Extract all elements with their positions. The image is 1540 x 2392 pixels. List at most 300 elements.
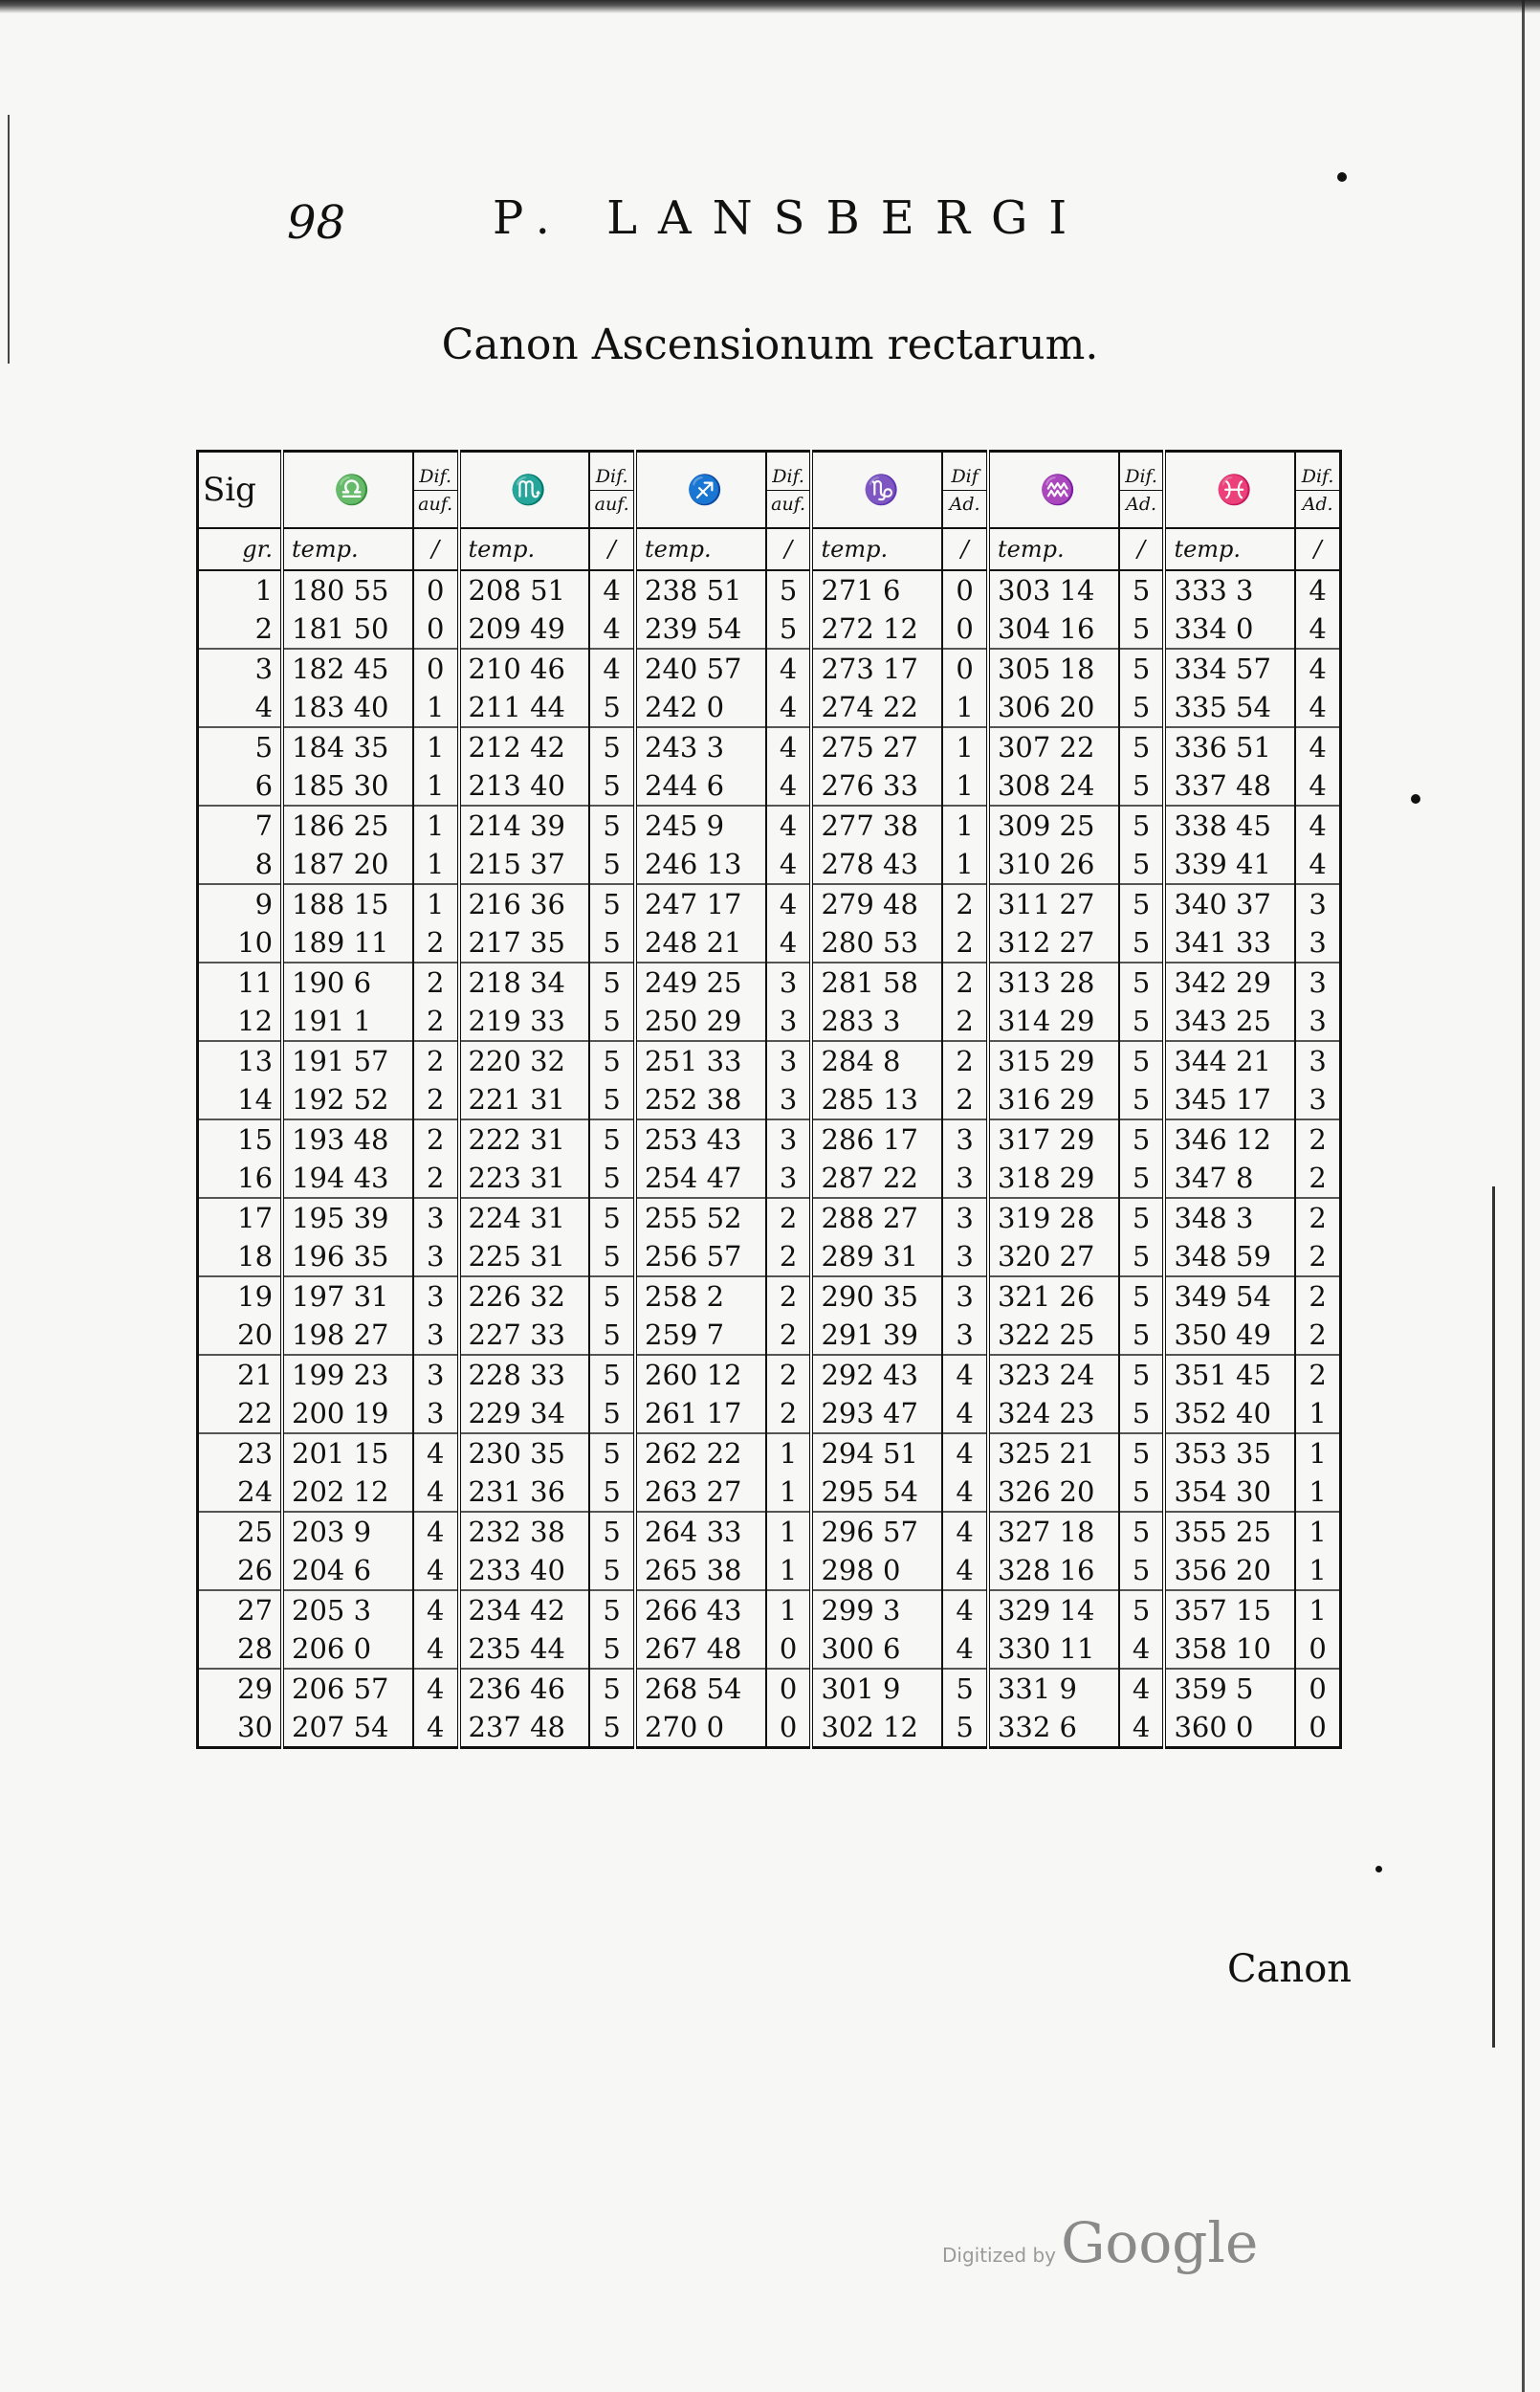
temp-cell: 186 25 bbox=[282, 806, 413, 845]
temp-cell: 332 6 bbox=[997, 1711, 1077, 1743]
dif-cell: 3 bbox=[413, 1198, 459, 1237]
table-row bbox=[198, 806, 1341, 845]
dif-cell: 3 bbox=[413, 1276, 459, 1316]
dif-cell: 5 bbox=[1119, 1355, 1165, 1394]
running-head: P. LANSBERGI bbox=[493, 191, 1089, 245]
temp-cell: 195 39 bbox=[282, 1198, 413, 1237]
temp-cell: 216 36 bbox=[459, 884, 590, 923]
table-row bbox=[198, 1316, 1341, 1355]
dif-cell: 1 bbox=[413, 766, 459, 806]
table-row bbox=[198, 1551, 1341, 1590]
degree-cell: 27 bbox=[198, 1590, 283, 1629]
temp-cell: 248 21 bbox=[645, 926, 742, 959]
temp-cell: 247 17 bbox=[635, 884, 766, 923]
sign-libra: ♎ bbox=[282, 452, 413, 529]
dif-cell: 5 bbox=[589, 884, 635, 923]
dif-cell: 2 bbox=[1295, 1355, 1340, 1394]
dif-cell: 2 bbox=[413, 1002, 459, 1041]
dif-cell: 4 bbox=[1295, 649, 1340, 688]
dif-cell: 0 bbox=[766, 1708, 812, 1748]
temp-cell: 351 45 bbox=[1164, 1355, 1295, 1394]
dif-cell: 5 bbox=[589, 1355, 635, 1394]
dif-cell: 3 bbox=[1295, 923, 1340, 963]
dif-cell: 5 bbox=[1119, 649, 1165, 688]
temp-cell: 328 16 bbox=[997, 1554, 1095, 1586]
temp-cell: 331 9 bbox=[988, 1669, 1119, 1708]
dif-cell: 4 bbox=[1119, 1708, 1165, 1748]
table-row bbox=[198, 1473, 1341, 1512]
dif-cell: 2 bbox=[1295, 1276, 1340, 1316]
degree-cell: 18 bbox=[198, 1237, 283, 1276]
sign-aquarius: ♒ bbox=[988, 452, 1119, 529]
dif-cell: 5 bbox=[1119, 845, 1165, 884]
degree-cell: 12 bbox=[198, 1002, 283, 1041]
temp-cell: 249 25 bbox=[635, 963, 766, 1002]
degree-cell: 29 bbox=[198, 1669, 283, 1708]
temp-cell: 305 18 bbox=[988, 649, 1119, 688]
temp-cell: 326 20 bbox=[997, 1475, 1095, 1508]
temp-cell: 232 38 bbox=[459, 1512, 590, 1551]
min-header: / bbox=[1295, 528, 1340, 570]
dif-cell: 3 bbox=[1295, 1041, 1340, 1080]
dif-cell: 5 bbox=[1119, 1119, 1165, 1159]
temp-cell: 357 15 bbox=[1164, 1590, 1295, 1629]
dif-cell: 4 bbox=[1295, 727, 1340, 766]
dif-cell: 3 bbox=[766, 1041, 812, 1080]
table-row bbox=[198, 1041, 1341, 1080]
temp-cell: 230 35 bbox=[459, 1433, 590, 1473]
dif-label: Dif bbox=[943, 463, 986, 491]
temp-cell: 233 40 bbox=[468, 1554, 565, 1586]
dif-cell: 1 bbox=[413, 727, 459, 766]
temp-cell: 285 13 bbox=[821, 1083, 918, 1116]
temp-cell: 321 26 bbox=[988, 1276, 1119, 1316]
table-row bbox=[198, 1629, 1341, 1669]
dif-cell: 2 bbox=[1295, 1119, 1340, 1159]
dif-cell: 4 bbox=[413, 1433, 459, 1473]
temp-cell: 202 12 bbox=[292, 1475, 389, 1508]
degree-cell: 5 bbox=[198, 727, 283, 766]
temp-cell: 294 51 bbox=[811, 1433, 942, 1473]
dif-cell: 5 bbox=[589, 1708, 635, 1748]
degree-cell: 17 bbox=[198, 1198, 283, 1237]
min-header: / bbox=[1119, 528, 1165, 570]
temp-cell: 333 3 bbox=[1174, 574, 1254, 607]
temp-cell: 348 59 bbox=[1174, 1240, 1271, 1273]
dif-cell: 5 bbox=[589, 1551, 635, 1590]
table-row bbox=[198, 1394, 1341, 1433]
temp-cell: 267 48 bbox=[645, 1632, 742, 1665]
temp-cell: 314 29 bbox=[997, 1005, 1095, 1037]
sign-scorpio: ♏ bbox=[459, 452, 590, 529]
degree-cell: 24 bbox=[198, 1473, 283, 1512]
temp-cell: 252 38 bbox=[645, 1083, 742, 1116]
dif-cell: 4 bbox=[589, 609, 635, 649]
temp-cell: 206 0 bbox=[292, 1632, 372, 1665]
dif-cell: 3 bbox=[1295, 1002, 1340, 1041]
dif-cell: 3 bbox=[766, 1159, 812, 1198]
dif-header-1 bbox=[413, 452, 459, 529]
table-row bbox=[198, 1237, 1341, 1276]
dif-cell: 0 bbox=[1295, 1708, 1340, 1748]
temp-cell: 188 15 bbox=[282, 884, 413, 923]
temp-cell: 344 21 bbox=[1164, 1041, 1295, 1080]
temp-header: temp. bbox=[1164, 528, 1295, 570]
degree-cell: 14 bbox=[198, 1080, 283, 1119]
dif-cell: 3 bbox=[942, 1316, 988, 1355]
temp-cell: 199 23 bbox=[282, 1355, 413, 1394]
dif-cell: 5 bbox=[1119, 1159, 1165, 1198]
dif-cell: 5 bbox=[589, 1512, 635, 1551]
temp-cell: 275 27 bbox=[811, 727, 942, 766]
dif-cell: 5 bbox=[589, 1629, 635, 1669]
temp-cell: 360 0 bbox=[1174, 1711, 1254, 1743]
table-row bbox=[198, 923, 1341, 963]
dif-label: Dif. bbox=[767, 463, 810, 491]
dif-cell: 4 bbox=[1295, 806, 1340, 845]
temp-cell: 323 24 bbox=[988, 1355, 1119, 1394]
header-row-signs bbox=[198, 452, 1341, 529]
temp-cell: 309 25 bbox=[988, 806, 1119, 845]
temp-cell: 272 12 bbox=[821, 612, 918, 645]
dif-cell: 5 bbox=[589, 1669, 635, 1708]
gutter-line bbox=[1492, 1186, 1495, 2048]
temp-cell: 353 35 bbox=[1164, 1433, 1295, 1473]
temp-cell: 266 43 bbox=[635, 1590, 766, 1629]
dif-cell: 0 bbox=[942, 570, 988, 609]
dif-cell: 5 bbox=[589, 688, 635, 727]
dif-cell: 1 bbox=[942, 727, 988, 766]
temp-cell: 262 22 bbox=[635, 1433, 766, 1473]
temp-cell: 270 0 bbox=[645, 1711, 725, 1743]
temp-cell: 340 37 bbox=[1164, 884, 1295, 923]
temp-cell: 206 57 bbox=[282, 1669, 413, 1708]
temp-cell: 183 40 bbox=[292, 691, 389, 723]
temp-cell: 218 34 bbox=[459, 963, 590, 1002]
dif-cell: 3 bbox=[413, 1355, 459, 1394]
temp-cell: 286 17 bbox=[811, 1119, 942, 1159]
dif-header-3 bbox=[766, 452, 812, 529]
ascension-table bbox=[196, 450, 1342, 1749]
ink-speck bbox=[1337, 172, 1347, 182]
dif-cell: 3 bbox=[413, 1316, 459, 1355]
temp-cell: 243 3 bbox=[635, 727, 766, 766]
degree-cell: 9 bbox=[198, 884, 283, 923]
dif-cell: 4 bbox=[413, 1512, 459, 1551]
table-body bbox=[198, 570, 1341, 1748]
temp-cell: 246 13 bbox=[645, 848, 742, 880]
dif-cell: 5 bbox=[589, 1433, 635, 1473]
temp-cell: 265 38 bbox=[645, 1554, 742, 1586]
dif-cell: 5 bbox=[589, 1590, 635, 1629]
degree-cell: 7 bbox=[198, 806, 283, 845]
dif-cell: 0 bbox=[942, 609, 988, 649]
temp-cell: 193 48 bbox=[282, 1119, 413, 1159]
temp-cell: 201 15 bbox=[282, 1433, 413, 1473]
temp-cell: 345 17 bbox=[1174, 1083, 1271, 1116]
min-header: / bbox=[413, 528, 459, 570]
dif-cell: 2 bbox=[413, 1159, 459, 1198]
temp-cell: 192 52 bbox=[292, 1083, 389, 1116]
dif-cell: 1 bbox=[766, 1512, 812, 1551]
temp-header: temp. bbox=[282, 528, 413, 570]
temp-cell: 316 29 bbox=[997, 1083, 1095, 1116]
temp-cell: 263 27 bbox=[645, 1475, 742, 1508]
temp-cell: 200 19 bbox=[292, 1397, 389, 1429]
degree-cell: 6 bbox=[198, 766, 283, 806]
temp-cell: 338 45 bbox=[1164, 806, 1295, 845]
dif-cell: 3 bbox=[413, 1394, 459, 1433]
temp-cell: 296 57 bbox=[811, 1512, 942, 1551]
temp-cell: 303 14 bbox=[997, 574, 1095, 607]
dif-cell: 3 bbox=[1295, 963, 1340, 1002]
dif-cell: 4 bbox=[942, 1394, 988, 1433]
dif-cell: 4 bbox=[942, 1551, 988, 1590]
degree-cell: 10 bbox=[198, 923, 283, 963]
degree-cell: 13 bbox=[198, 1041, 283, 1080]
temp-cell: 228 33 bbox=[459, 1355, 590, 1394]
dif-cell: 1 bbox=[766, 1551, 812, 1590]
catchword: Canon bbox=[1227, 1947, 1353, 1991]
degree-cell: 11 bbox=[198, 963, 283, 1002]
dif-cell: 0 bbox=[413, 649, 459, 688]
dif-cell: 4 bbox=[1295, 845, 1340, 884]
dif-cell: 3 bbox=[1295, 1080, 1340, 1119]
degree-cell: 30 bbox=[198, 1708, 283, 1748]
table-row bbox=[198, 1433, 1341, 1473]
temp-cell: 299 3 bbox=[811, 1590, 942, 1629]
dif-cell: 4 bbox=[942, 1590, 988, 1629]
dif-label: Dif. bbox=[1296, 463, 1339, 491]
dif-cell: 1 bbox=[1295, 1512, 1340, 1551]
table-row bbox=[198, 688, 1341, 727]
dif-cell: 4 bbox=[766, 688, 812, 727]
dif-cell: 5 bbox=[1119, 923, 1165, 963]
temp-cell: 318 29 bbox=[997, 1162, 1095, 1194]
dif-cell: 3 bbox=[1295, 884, 1340, 923]
dif-cell: 5 bbox=[589, 1276, 635, 1316]
dif-cell: 4 bbox=[413, 1669, 459, 1708]
temp-cell: 214 39 bbox=[459, 806, 590, 845]
dif-cell: 5 bbox=[1119, 688, 1165, 727]
temp-cell: 180 55 bbox=[292, 574, 389, 607]
dif-cell: 1 bbox=[942, 688, 988, 727]
dif-cell: 2 bbox=[766, 1355, 812, 1394]
dif-cell: 2 bbox=[413, 963, 459, 1002]
temp-cell: 274 22 bbox=[821, 691, 918, 723]
degree-cell: 23 bbox=[198, 1433, 283, 1473]
dif-cell: 1 bbox=[766, 1433, 812, 1473]
table-row bbox=[198, 766, 1341, 806]
dif-cell: 4 bbox=[942, 1473, 988, 1512]
dif-header-5 bbox=[1119, 452, 1165, 529]
temp-cell: 231 36 bbox=[468, 1475, 565, 1508]
dif-cell: 4 bbox=[413, 1473, 459, 1512]
temp-cell: 352 40 bbox=[1174, 1397, 1271, 1429]
dif-cell: 1 bbox=[413, 806, 459, 845]
dif-cell: 0 bbox=[413, 570, 459, 609]
temp-cell: 324 23 bbox=[997, 1397, 1095, 1429]
dif-cell: 5 bbox=[1119, 570, 1165, 609]
temp-cell: 221 31 bbox=[468, 1083, 565, 1116]
table-row bbox=[198, 884, 1341, 923]
dif-cell: 2 bbox=[766, 1276, 812, 1316]
temp-cell: 226 32 bbox=[459, 1276, 590, 1316]
page-top-edge bbox=[0, 0, 1540, 13]
temp-cell: 306 20 bbox=[997, 691, 1095, 723]
temp-cell: 319 28 bbox=[988, 1198, 1119, 1237]
degree-cell: 25 bbox=[198, 1512, 283, 1551]
dif-cell: 4 bbox=[942, 1355, 988, 1394]
dif-cell: 5 bbox=[589, 806, 635, 845]
dif-header-4 bbox=[942, 452, 988, 529]
dif-cell: 5 bbox=[589, 1237, 635, 1276]
dif-label: Dif. bbox=[414, 463, 457, 491]
temp-cell: 242 0 bbox=[645, 691, 725, 723]
dif-cell: 5 bbox=[589, 1002, 635, 1041]
dif-sub: auf. bbox=[771, 493, 806, 515]
dif-cell: 5 bbox=[766, 609, 812, 649]
temp-cell: 307 22 bbox=[988, 727, 1119, 766]
temp-cell: 341 33 bbox=[1174, 926, 1271, 959]
temp-cell: 311 27 bbox=[988, 884, 1119, 923]
temp-cell: 194 43 bbox=[292, 1162, 389, 1194]
dif-cell: 2 bbox=[942, 884, 988, 923]
degree-cell: 2 bbox=[198, 609, 283, 649]
temp-cell: 191 57 bbox=[282, 1041, 413, 1080]
temp-cell: 320 27 bbox=[997, 1240, 1095, 1273]
temp-cell: 279 48 bbox=[811, 884, 942, 923]
dif-cell: 1 bbox=[942, 806, 988, 845]
degree-cell: 16 bbox=[198, 1159, 283, 1198]
temp-cell: 322 25 bbox=[997, 1318, 1095, 1351]
temp-cell: 295 54 bbox=[821, 1475, 918, 1508]
temp-cell: 335 54 bbox=[1174, 691, 1271, 723]
dif-cell: 2 bbox=[766, 1394, 812, 1433]
dif-cell: 3 bbox=[766, 1002, 812, 1041]
table-row bbox=[198, 1159, 1341, 1198]
dif-cell: 5 bbox=[589, 1080, 635, 1119]
temp-cell: 209 49 bbox=[468, 612, 565, 645]
temp-cell: 277 38 bbox=[811, 806, 942, 845]
temp-cell: 281 58 bbox=[811, 963, 942, 1002]
dif-cell: 1 bbox=[1295, 1473, 1340, 1512]
dif-cell: 5 bbox=[1119, 1551, 1165, 1590]
dif-cell: 2 bbox=[413, 1080, 459, 1119]
sign-sagittarius: ♐ bbox=[635, 452, 766, 529]
min-header: / bbox=[942, 528, 988, 570]
degree-cell: 4 bbox=[198, 688, 283, 727]
temp-cell: 184 35 bbox=[282, 727, 413, 766]
temp-cell: 339 41 bbox=[1174, 848, 1271, 880]
table-row bbox=[198, 1119, 1341, 1159]
temp-cell: 258 2 bbox=[635, 1276, 766, 1316]
table-row bbox=[198, 1276, 1341, 1316]
dif-cell: 1 bbox=[942, 766, 988, 806]
temp-cell: 280 53 bbox=[821, 926, 918, 959]
degree-cell: 3 bbox=[198, 649, 283, 688]
dif-cell: 4 bbox=[1119, 1669, 1165, 1708]
ink-speck bbox=[1375, 1866, 1382, 1872]
temp-cell: 273 17 bbox=[811, 649, 942, 688]
temp-cell: 342 29 bbox=[1164, 963, 1295, 1002]
dif-cell: 4 bbox=[413, 1590, 459, 1629]
dif-cell: 5 bbox=[1119, 1237, 1165, 1276]
dif-cell: 2 bbox=[1295, 1316, 1340, 1355]
temp-header: temp. bbox=[635, 528, 766, 570]
temp-cell: 187 20 bbox=[292, 848, 389, 880]
dif-cell: 1 bbox=[1295, 1433, 1340, 1473]
dif-cell: 5 bbox=[589, 727, 635, 766]
dif-cell: 3 bbox=[942, 1237, 988, 1276]
temp-cell: 254 47 bbox=[645, 1162, 742, 1194]
table-row bbox=[198, 1355, 1341, 1394]
temp-cell: 264 33 bbox=[635, 1512, 766, 1551]
dif-cell: 1 bbox=[1295, 1551, 1340, 1590]
dif-cell: 3 bbox=[942, 1159, 988, 1198]
dif-cell: 5 bbox=[589, 1198, 635, 1237]
dif-cell: 4 bbox=[942, 1629, 988, 1669]
table-row bbox=[198, 845, 1341, 884]
dif-cell: 0 bbox=[1295, 1669, 1340, 1708]
temp-cell: 291 39 bbox=[821, 1318, 918, 1351]
header-row-units bbox=[198, 528, 1341, 570]
dif-cell: 5 bbox=[1119, 806, 1165, 845]
dif-cell: 5 bbox=[1119, 1473, 1165, 1512]
temp-cell: 308 24 bbox=[997, 769, 1095, 802]
dif-cell: 5 bbox=[589, 1316, 635, 1355]
dif-sub: Ad. bbox=[1126, 493, 1157, 515]
dif-cell: 2 bbox=[942, 1080, 988, 1119]
temp-cell: 189 11 bbox=[292, 926, 389, 959]
temp-header: temp. bbox=[988, 528, 1119, 570]
temp-cell: 300 6 bbox=[821, 1632, 901, 1665]
dif-cell: 4 bbox=[766, 649, 812, 688]
dif-cell: 2 bbox=[413, 1041, 459, 1080]
temp-cell: 259 7 bbox=[645, 1318, 725, 1351]
temp-cell: 219 33 bbox=[468, 1005, 565, 1037]
dif-cell: 4 bbox=[942, 1433, 988, 1473]
temp-cell: 239 54 bbox=[645, 612, 742, 645]
dif-sub: auf. bbox=[418, 493, 453, 515]
temp-cell: 284 8 bbox=[811, 1041, 942, 1080]
temp-cell: 288 27 bbox=[811, 1198, 942, 1237]
dif-cell: 4 bbox=[589, 570, 635, 609]
dif-cell: 0 bbox=[1295, 1629, 1340, 1669]
dif-cell: 2 bbox=[942, 1041, 988, 1080]
temp-cell: 224 31 bbox=[459, 1198, 590, 1237]
temp-cell: 208 51 bbox=[468, 574, 565, 607]
dif-cell: 4 bbox=[766, 727, 812, 766]
table-row bbox=[198, 649, 1341, 688]
dif-cell: 5 bbox=[589, 1041, 635, 1080]
temp-cell: 276 33 bbox=[821, 769, 918, 802]
table-row bbox=[198, 570, 1341, 609]
temp-cell: 198 27 bbox=[292, 1318, 389, 1351]
dif-cell: 0 bbox=[413, 609, 459, 649]
temp-cell: 237 48 bbox=[468, 1711, 565, 1743]
temp-cell: 330 11 bbox=[997, 1632, 1095, 1665]
dif-cell: 4 bbox=[1119, 1629, 1165, 1669]
degree-cell: 20 bbox=[198, 1316, 283, 1355]
dif-cell: 4 bbox=[589, 649, 635, 688]
temp-cell: 238 51 bbox=[645, 574, 742, 607]
temp-cell: 185 30 bbox=[292, 769, 389, 802]
temp-cell: 355 25 bbox=[1164, 1512, 1295, 1551]
dif-cell: 4 bbox=[942, 1512, 988, 1551]
degree-cell: 8 bbox=[198, 845, 283, 884]
temp-cell: 302 12 bbox=[821, 1711, 918, 1743]
